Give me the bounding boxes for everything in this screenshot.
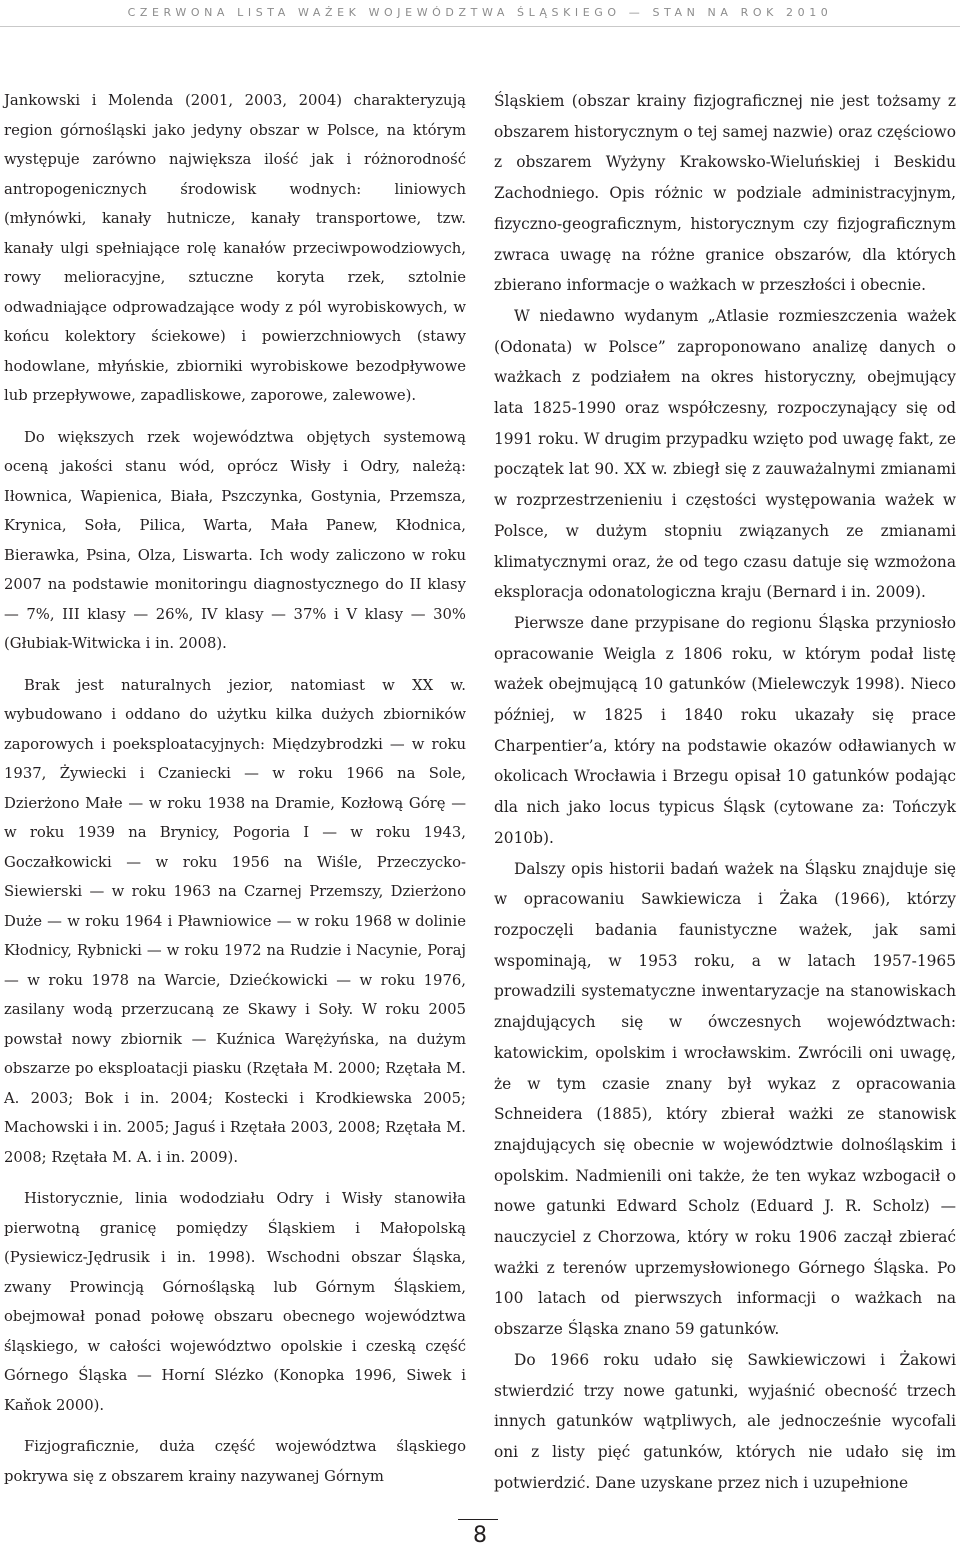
paragraph-new-species: Do 1966 roku udało się Sawkiewiczowi i Żakowi stwierdzić trzy nowe gatunki, wyjaśnić obecność trzech innych gatunków wątpliwych, ale jednocześnie wycofali oni z listy pięć gatunków, których nie udało się im potwierdzić. Dane uzyskane przez nich i uzupełnione	[494, 1350, 956, 1492]
left-text-column	[4, 86, 466, 1491]
right-text-column	[494, 86, 956, 1498]
page-number: 8	[473, 1523, 487, 1548]
paragraph-atlas: W niedawno wydanym „Atlasie rozmieszczenia ważek (Odonata) w Polsce” zaproponowano analizę danych o ważkach z podziałem na okres historyczny, obejmujący lata 1825-1990 oraz współczesny, rozpoczynający się od 1991 roku. W drugim przypadku wzięto pod uwagę fakt, ze początek lat 90. XX w. zbiegł się z zauważalnymi zmianami w rozprzestrzenieniu i częstości występowania ważek w Polsce, w dużym stopniu związanych ze zmianami klimatycznymi oraz, że od tego czasu datuje się wzmożona eksploracja odonatologiczna kraju (Bernard i in. 2009).	[494, 306, 956, 602]
page-number-rule	[458, 1519, 498, 1520]
paragraph-research-history: Dalszy opis historii badań ważek na Śląsku znajduje się w opracowaniu Sawkiewicza i Żaka (1966), którzy rozpoczęli badania faunistyczne ważek, jak sami wspominają, w 1953 roku, a w latach 1957-1965 prowadzili systematyczne inwentaryzacje na stanowiskach znajdujących się w ówczesnych województwach: katowickim, opolskim i wrocławskim. Zwrócili oni uwagę, że w tym czasie znany był wykaz z opracowania Schneidera (1885), który zbierał ważki ze stanowisk znajdujących się obecnie w województwie dolnośląskim i opolskim. Nadmienili oni także, że ten wykaz wzbogacił o nowe gatunki Edward Scholz (Eduard J. R. Scholz) — nauczyciel z Chorzowa, który w roku 1906 zaczął zbierać ważki z terenów uprzemysłowionego Górnego Śląska. Po 100 latach od pierwszych informacji o ważkach na obszarze Śląska znano 59 gatunków.	[494, 859, 956, 1339]
paragraph-physiography: Fizjograficznie, duża część województwa śląskiego pokrywa się z obszarem krainy nazywanej Górnym	[4, 1438, 466, 1485]
running-header: CZERWONA LISTA WAŻEK WOJEWÓDZTWA ŚLĄSKIEGO — STAN NA ROK 2010	[127, 6, 833, 19]
paragraph-historical-border: Historycznie, linia wododziału Odry i Wisły stanowiła pierwotną granicę pomiędzy Śląskiem i Małopolską (Pysiewicz-Jędrusik i in. 1998). Wschodni obszar Śląska, zwany Prowincją Górnośląską lub Górnym Śląskiem, obejmował ponad połowę obszaru obecnego województwa śląskiego, w całości województwo opolskie i czeską część Górnego Śląska — Horní Slézko (Konopka 1996, Siwek i Kaňok 2000).	[4, 1190, 466, 1414]
paragraph-silesia-continued: Śląskiem (obszar krainy fizjograficznej nie jest tożsamy z obszarem historycznym o tej samej nazwie) oraz częściowo z obszarem Wyżyny Krakowsko-Wieluńskiej i Beskidu Zachodniego. Opis różnic w podziale administracyjnym, fizyczno-geograficznym, historycznym czy fizjograficznym zwraca uwagę na różne granice obszarów, dla których zbierano informacje o ważkach w przeszłości i obecnie.	[494, 92, 956, 295]
paragraph-rivers: Do większych rzek województwa objętych systemową oceną jakości stanu wód, oprócz Wisły i Odry, należą: Iłownica, Wapienica, Biała, Pszczynka, Gostynia, Przemsza, Krynica, Soła, Pilica, Warta, Mała Panew, Kłodnica, Bierawka, Psina, Olza, Liswarta. Ich wody zaliczono w roku 2007 na podstawie monitoringu diagnostycznego do II klasy — 7%, III klasy — 26%, IV klasy — 37% i V klasy — 30% (Głubiak-Witwicka i in. 2008).	[4, 428, 466, 652]
header-divider	[0, 26, 960, 27]
paragraph-reservoirs: Brak jest naturalnych jezior, natomiast w XX w. wybudowano i oddano do użytku kilka dużych zbiorników zaporowych i poeksploatacyjnych: Międzybrodzki — w roku 1937, Żywiecki i Czaniecki — w roku 1966 na Sole, Dzierżono Małe — w roku 1938 na Dramie, Kozłową Górę — w roku 1939 na Brynicy, Pogoria I — w roku 1943, Goczałkowicki — w roku 1956 na Wiśle, Przeczycko-Siewierski — w roku 1963 na Czarnej Przemszy, Dzierżono Duże — w roku 1964 i Pławniowice — w roku 1968 w dolinie Kłodnicy, Rybnicki — w roku 1972 na Rudzie i Nacynie, Poraj — w roku 1978 na Warcie, Dziećkowicki — w roku 1976, zasilany wodą przerzucaną ze Skawy i Soły. W roku 2005 powstał nowy zbiornik — Kuźnica Warężyńska, na dużym obszarze po eksploatacji piasku (Rzętała M. 2000; Rzętała M. A. 2003; Bok i in. 2004; Kostecki i Krodkiewska 2005; Machowski i in. 2005; Jaguś i Rzętała 2003, 2008; Rzętała M. 2008; Rzętała M. A. i in. 2009).	[4, 676, 466, 1166]
paragraph-first-records: Pierwsze dane przypisane do regionu Śląska przyniosło opracowanie Weigla z 1806 roku, w którym podał listę ważek obejmującą 10 gatunków (Mielewczyk 1998). Nieco później, w 1825 i 1840 roku ukazały się prace Charpentier’a, który na podstawie okazów odławianych w okolicach Wrocławia i Brzegu opisał 10 gatunków podając dla nich jako locus typicus Śląsk (cytowane za: Tończyk 2010b).	[494, 613, 956, 847]
paragraph-anthropogenic-waters: Jankowski i Molenda (2001, 2003, 2004) charakteryzują region górnośląski jako jedyny obszar w Polsce, na którym występuje zarówno największa ilość jak i różnorodność antropogenicznych środowisk wodnych: liniowych (młynówki, kanały hutnicze, kanały transportowe, tzw. kanały ulgi spełniające rolę kanałów przeciwpowodziowych, rowy melioracyjne, sztuczne koryta rzek, sztolnie odwadniające odprowadzające wody z pól wyrobiskowych, w końcu kolektory ściekowe) i powierzchniowych (stawy hodowlane, młyńskie, zbiorniki wyrobiskowe bezodpływowe lub przepływowe, zapadliskowe, zaporowe, zalewowe).	[4, 92, 466, 404]
